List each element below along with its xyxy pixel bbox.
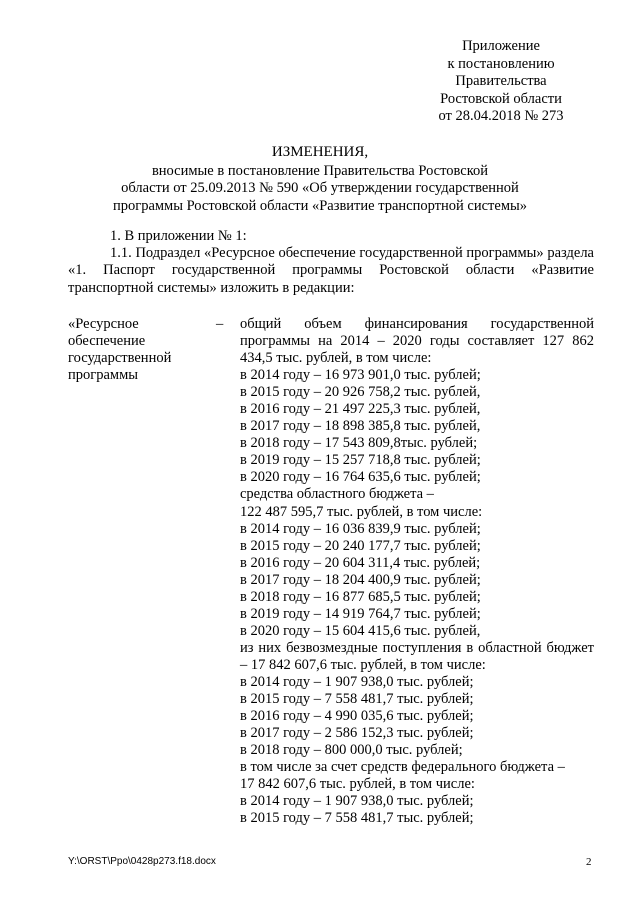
regional-heading: средства областного бюджета – bbox=[240, 486, 434, 503]
regional-year: в 2015 году – 20 240 177,7 тыс. рублей; bbox=[240, 537, 481, 554]
appendix-line: Правительства bbox=[455, 73, 547, 90]
resources-values bbox=[240, 316, 594, 827]
item-1-1: 1.1. Подраздел «Ресурсное обеспечение государственной программы» раздела «1. Паспорт государственной программы Ростовской области «Развитие транспортной системы» изложить в редакции: bbox=[68, 245, 594, 296]
regional-year: в 2016 году – 20 604 311,4 тыс. рублей; bbox=[240, 554, 481, 571]
resources-label-line: «Ресурсное bbox=[68, 316, 139, 332]
appendix-line: к постановлению bbox=[447, 55, 555, 72]
item-1: 1. В приложении № 1: bbox=[110, 228, 247, 244]
resources-label bbox=[68, 316, 208, 384]
resources-label-line: обеспечение bbox=[68, 333, 146, 350]
grants-year: в 2014 году – 1 907 938,0 тыс. рублей; bbox=[240, 673, 474, 690]
regional-year: в 2019 году – 14 919 764,7 тыс. рублей; bbox=[240, 605, 481, 622]
total-year: в 2015 году – 20 926 758,2 тыс. рублей, bbox=[240, 384, 481, 401]
federal-year: в 2014 году – 1 907 938,0 тыс. рублей; bbox=[240, 793, 474, 810]
regional-year: в 2018 году – 16 877 685,5 тыс. рублей; bbox=[240, 588, 481, 605]
file-path-footer: Y:\ORST\Ppo\0428p273.f18.docx bbox=[68, 856, 216, 867]
regional-year: в 2020 году – 15 604 415,6 тыс. рублей, bbox=[240, 622, 481, 639]
regional-year: в 2017 году – 18 204 400,9 тыс. рублей; bbox=[240, 571, 481, 588]
grants-year: в 2018 году – 800 000,0 тыс. рублей; bbox=[240, 742, 463, 759]
appendix-header bbox=[418, 38, 584, 126]
federal-heading: в том числе за счет средств федерального бюджета – bbox=[240, 759, 565, 776]
total-year: в 2017 году – 18 898 385,8 тыс. рублей, bbox=[240, 418, 481, 435]
regional-year: в 2014 году – 16 036 839,9 тыс. рублей; bbox=[240, 520, 481, 537]
page-number: 2 bbox=[586, 856, 592, 868]
grants-year: в 2017 году – 2 586 152,3 тыс. рублей; bbox=[240, 725, 474, 742]
appendix-line: Приложение bbox=[462, 38, 540, 54]
document-title bbox=[90, 144, 550, 215]
resources-dash: – bbox=[216, 316, 224, 332]
total-year: в 2014 году – 16 973 901,0 тыс. рублей; bbox=[240, 367, 481, 384]
grants-year: в 2015 году – 7 558 481,7 тыс. рублей; bbox=[240, 691, 474, 708]
total-year: в 2016 году – 21 497 225,3 тыс. рублей, bbox=[240, 401, 481, 418]
grants-year: в 2016 году – 4 990 035,6 тыс. рублей; bbox=[240, 708, 474, 725]
title-line: области от 25.09.2013 № 590 «Об утверждении государственной bbox=[121, 180, 519, 197]
intro-section bbox=[68, 228, 594, 297]
federal-total: 17 842 607,6 тыс. рублей, в том числе: bbox=[240, 776, 475, 793]
total-intro: общий объем финансирования государственной программы на 2014 – 2020 годы составляет 127 862 434,5 тыс. рублей, в том числе: bbox=[240, 316, 594, 367]
total-year: в 2019 году – 15 257 718,8 тыс. рублей; bbox=[240, 452, 481, 469]
resources-label-line: государственной bbox=[68, 350, 172, 367]
title-line: программы Ростовской области «Развитие транспортной системы» bbox=[112, 197, 527, 214]
federal-year: в 2015 году – 7 558 481,7 тыс. рублей; bbox=[240, 810, 474, 827]
appendix-line: Ростовской области bbox=[440, 90, 562, 107]
appendix-line: от 28.04.2018 № 273 bbox=[438, 108, 564, 125]
total-year: в 2018 году – 17 543 809,8тыс. рублей; bbox=[240, 435, 478, 452]
resources-label-line: программы bbox=[68, 367, 138, 384]
title-line: вносимые в постановление Правительства Ростовской bbox=[151, 163, 489, 180]
grants-intro: из них безвозмездные поступления в областной бюджет – 17 842 607,6 тыс. рублей, в том числе: bbox=[240, 639, 594, 673]
total-year: в 2020 году – 16 764 635,6 тыс. рублей; bbox=[240, 469, 481, 486]
title-heading: ИЗМЕНЕНИЯ, bbox=[271, 144, 369, 160]
regional-total: 122 487 595,7 тыс. рублей, в том числе: bbox=[240, 503, 483, 520]
